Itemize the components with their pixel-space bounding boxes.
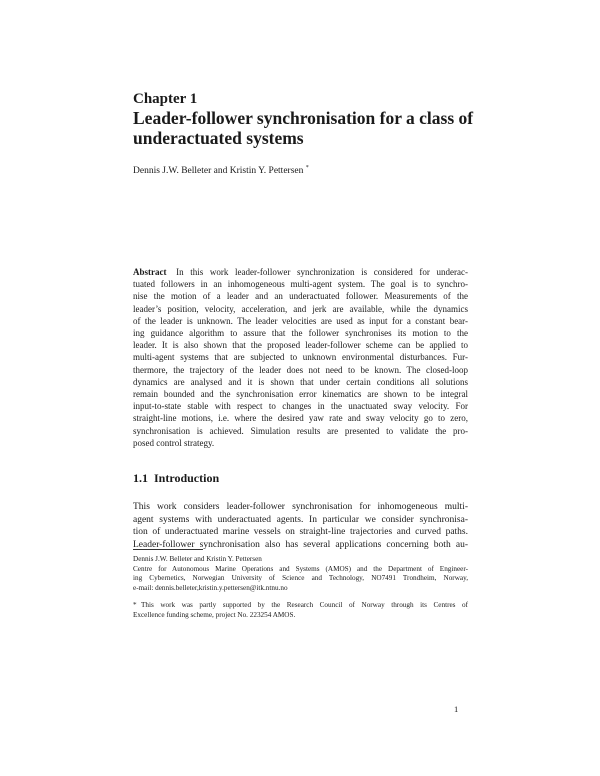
intro-line: Leader-follower synchronisation also has several applications concerning both au-	[133, 539, 468, 550]
chapter-title-line: Leader-follower synchronisation for a class of	[133, 108, 474, 128]
footnote-line: Excellence funding scheme, project No. 223254 AMOS.	[133, 610, 296, 619]
chapter-title-line: underactuated systems	[133, 128, 304, 148]
page-number: 1	[454, 704, 459, 714]
chapter-title	[133, 108, 473, 148]
abstract-label: Abstract	[133, 267, 167, 277]
author-names: Dennis J.W. Belleter and Kristin Y. Pettersen	[133, 166, 304, 177]
abstract-line: tuated followers in an inhomogeneous multi-agent system. The goal is to synchro-	[133, 279, 468, 290]
section-number: 1.1	[133, 471, 148, 485]
abstract-line: thermore, the trajectory of the leader does not need to be known. The closed-loop	[133, 364, 468, 375]
footnote-line: * This work was partly supported by the Research Council of Norway through its Centres of	[133, 601, 468, 609]
abstract-line: input-to-state stable with respect to changes in the unactuated sway velocity. For	[133, 401, 468, 412]
abstract-line: straight-line motions, i.e. where the desired yaw rate and sway velocity go to zero,	[133, 413, 468, 424]
abstract-line: of the leader is unknown. The leader velocities are used as input for a constant bear-	[133, 315, 468, 326]
intro-line: This work considers leader-follower synchronisation for inhomogeneous multi-	[133, 502, 468, 512]
footnote-rule	[133, 549, 203, 550]
abstract-line: posed control strategy.	[133, 437, 215, 448]
affiliation-line: Centre for Autonomous Marine Operations and Systems (AMOS) and the Department of Engineer-	[133, 564, 468, 573]
abstract-line: Abstract In this work leader-follower synchronization is considered for underac-	[133, 267, 468, 277]
abstract-line: multi-agent systems that are subjected to unknown environmental disturbances. Fur-	[133, 352, 468, 363]
author-footnote-mark: *	[305, 165, 309, 171]
author-affiliation	[133, 555, 468, 594]
introduction-paragraph	[133, 501, 468, 551]
abstract-line: synchronisation is achieved. Simulation results are presented to validate the pro-	[133, 425, 468, 436]
funding-footnote	[133, 601, 468, 620]
abstract-line: leader. It is also shown that the proposed leader-follower scheme can be applied to	[133, 340, 468, 351]
section-heading	[133, 471, 219, 486]
affiliation-line: e-mail: dennis.belleter,kristin.y.pettersen@itk.ntnu.no	[133, 584, 288, 593]
abstract-line: nise the motion of a leader and an underactuated follower. Measurements of the	[133, 291, 468, 302]
abstract-line: ing guidance algorithm to assure that the follower synchronises its motion to the	[133, 328, 468, 339]
affiliation-line: Dennis J.W. Belleter and Kristin Y. Pettersen	[133, 555, 262, 563]
abstract	[133, 266, 468, 449]
abstract-line: remain bounded and the synchronisation error kinematics are shown to be integral	[133, 389, 468, 400]
abstract-line: dynamics are analysed and it is shown that under certain conditions all solutions	[133, 376, 468, 387]
intro-line: agent systems with underactuated agents. In particular we consider synchronisa-	[133, 514, 468, 525]
intro-line: tion of underactuated marine vessels on straight-line trajectories and curved paths.	[133, 527, 468, 537]
authors	[133, 165, 309, 176]
chapter-label: Chapter 1	[133, 91, 198, 107]
abstract-line: leader’s position, velocity, acceleration, and jerk are available, while the dynamics	[133, 303, 468, 314]
footnote-mark: *	[133, 601, 137, 609]
affiliation-line: ing Cybernetics, Norwegian University of Science and Technology, NO7491 Trondheim, Norway,	[133, 574, 468, 583]
section-title: Introduction	[154, 471, 220, 485]
